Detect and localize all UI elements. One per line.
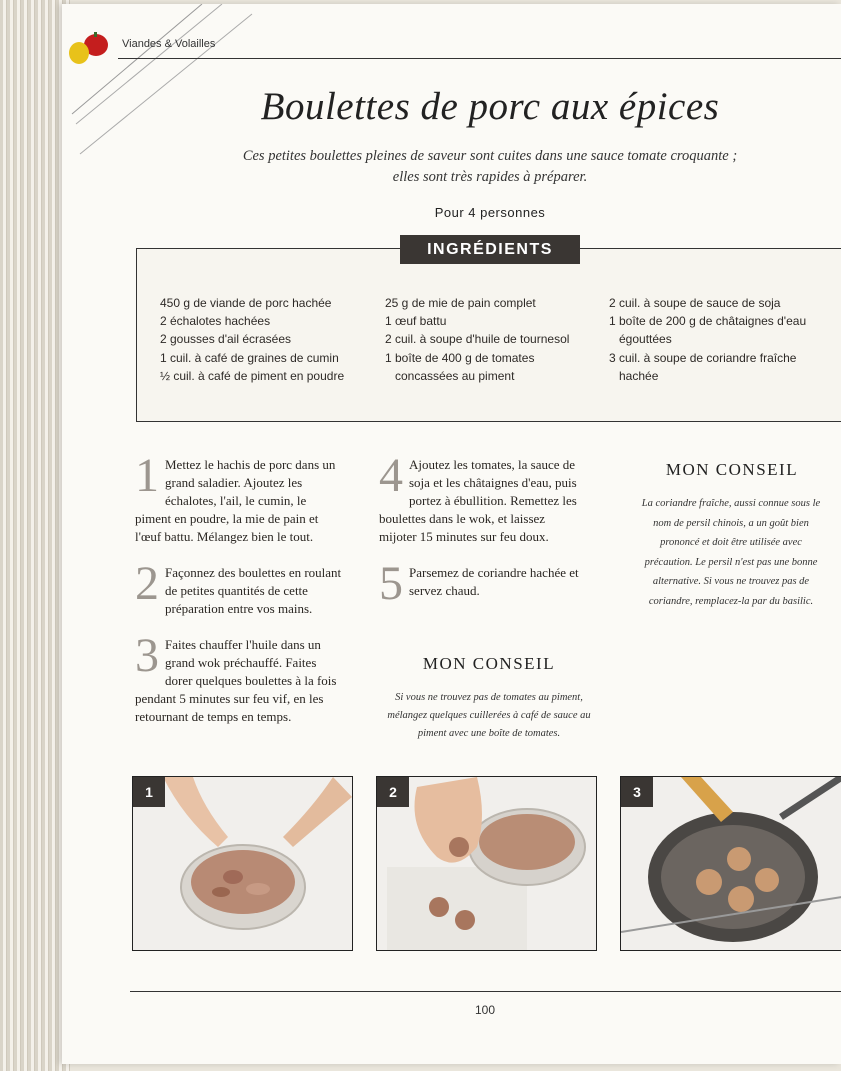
step-3 — [135, 629, 345, 726]
step-text: Parsemez de coriandre hachée et servez chaud. — [409, 565, 579, 598]
step-number: 4 — [379, 449, 403, 502]
servings: Pour 4 personnes — [434, 205, 546, 220]
footer-divider — [130, 991, 841, 992]
photo-badge: 2 — [377, 777, 409, 807]
ingredient-item: 1 boîte de 200 g de châtaignes d'eau — [609, 314, 807, 329]
ingredient-item: 3 cuil. à soupe de coriandre fraîche — [609, 350, 797, 365]
step-number: 3 — [135, 629, 159, 682]
step-text: Mettez le hachis de porc dans un grand saladier. Ajoutez les échalotes, l'ail, le cumin, le piment en poudre, la mie de pain et l'œuf battu. Mélangez bien le tout. — [135, 457, 336, 544]
ingredient-item: 2 échalotes hachées — [160, 314, 271, 329]
step-photo-1 — [132, 776, 353, 951]
step-text: Ajoutez les tomates, la sauce de soja et les châtaignes d'eau, puis portez à ébullition. Remettez les boulettes dans le wok, et laissez mijoter 15 minutes sur feu doux. — [379, 457, 577, 544]
photo-badge: 1 — [133, 777, 165, 807]
step-5 — [379, 557, 589, 610]
header-divider — [118, 58, 841, 59]
ingredient-item: 450 g de viande de porc hachée — [160, 296, 332, 310]
photo-badge: 3 — [621, 777, 653, 807]
ingredient-item: 1 œuf battu — [385, 314, 447, 329]
subtitle-line: Ces petites boulettes pleines de saveur sont cuites dans une sauce tomate croquante ; — [242, 148, 738, 164]
recipe-subtitle — [230, 146, 750, 188]
shaping-meatballs-photo — [377, 777, 596, 950]
page-number: 100 — [474, 1003, 496, 1017]
tip-title: MON CONSEIL — [665, 460, 799, 479]
section-label: Viandes & Volailles — [122, 38, 216, 50]
ingredient-item: 1 boîte de 400 g de tomates — [385, 350, 535, 365]
step-4 — [379, 449, 585, 546]
step-1 — [135, 449, 345, 546]
ingredient-item: égouttées — [619, 332, 672, 347]
step-photo-3 — [620, 776, 841, 951]
ingredient-item: concassées au piment — [395, 368, 515, 383]
ingredient-item: 25 g de mie de pain complet — [385, 296, 536, 310]
recipe-title: Boulettes de porc aux épices — [260, 85, 720, 128]
ingredients-heading: INGRÉDIENTS — [400, 235, 580, 264]
ingredient-item: 2 gousses d'ail écrasées — [160, 332, 292, 347]
book-page-edges — [0, 0, 70, 1071]
ingredients-column-3 — [609, 294, 806, 385]
ingredients-column-2 — [385, 294, 569, 385]
step-number: 5 — [379, 557, 403, 610]
decorative-diagonal-lines — [62, 4, 262, 164]
pepper-logo-icon — [66, 30, 114, 70]
step-number: 1 — [135, 449, 159, 502]
subtitle-line: elles sont très rapides à préparer. — [392, 169, 588, 185]
ingredient-item: 1 cuil. à café de graines de cumin — [160, 350, 339, 365]
step-2 — [135, 557, 345, 618]
ingredient-item: ½ cuil. à café de piment en poudre — [160, 368, 345, 383]
tip-text: La coriandre fraîche, aussi connue sous le nom de persil chinois, a un goût bien prononcé et doit être utilisée avec précaution. Le persil n'est pas une bonne alternative. Si vous ne trouvez pas de coriandre, remplacez-la par du basilic. — [641, 498, 821, 607]
step-text: Faites chauffer l'huile dans un grand wok préchauffé. Faites dorer quelques boulettes à la fois pendant 5 minutes sur feu vif, en les retournant de temps en temps. — [135, 637, 337, 724]
wok-frying-photo — [621, 777, 841, 950]
ingredient-item: 2 cuil. à soupe de sauce de soja — [609, 296, 781, 310]
step-photo-2 — [376, 776, 597, 951]
tip-title: MON CONSEIL — [422, 654, 556, 673]
step-text: Façonnez des boulettes en roulant de petites quantités de cette préparation entre vos mains. — [165, 565, 342, 616]
ingredient-item: hachée — [619, 368, 659, 383]
tip-text: Si vous ne trouvez pas de tomates au piment, mélangez quelques cuillerées à café de sauce au piment avec une boîte de tomates. — [387, 692, 591, 739]
mixing-bowl-photo — [133, 777, 352, 950]
step-number: 2 — [135, 557, 159, 610]
ingredient-item: 2 cuil. à soupe d'huile de tournesol — [385, 332, 570, 347]
ingredients-column-1 — [160, 294, 344, 385]
